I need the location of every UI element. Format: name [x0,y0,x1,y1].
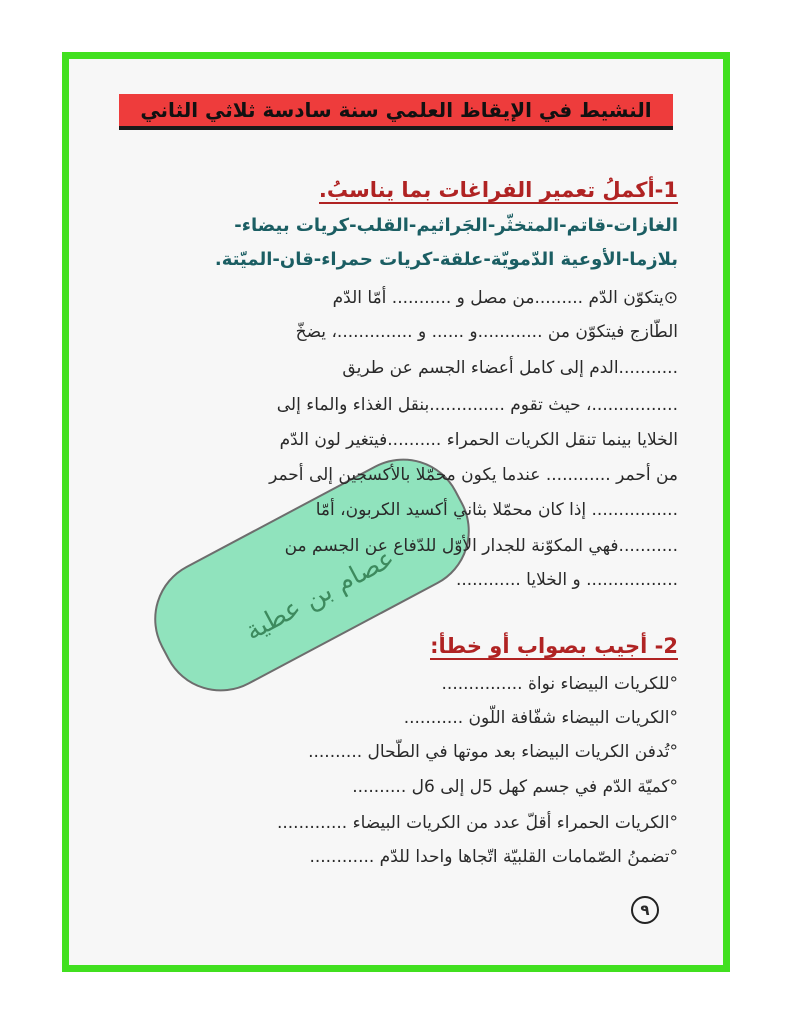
fill-line-7: ................ إذا كان محمّلا بثاني أكسيد الكربون، أمّا [315,500,678,520]
fill-line-6: من أحمر ............ عندما يكون محمّلا بالأكسجين إلى أحمر [269,465,678,485]
fill-line-4: ................، حيث تقوم ..............بنقل الغذاء والماء إلى [276,395,678,415]
page-number: ٩ [631,896,659,924]
tf-item-4: °كميّة الدّم في جسم كهل 5ل إلى 6ل .......... [352,777,678,797]
tf-item-2: °الكريات البيضاء شفّافة اللّون ........... [403,708,678,728]
section1-heading-wrap [319,176,678,206]
fill-line-8: ...........فهي المكوّنة للجدار الأوّل للدّفاع عن الجسم من [284,536,678,556]
tf-item-6: °تضمنُ الصّمامات القلبيّة اتّجاها واحدا للدّم ............ [309,847,678,867]
fill-line-3: ...........الدم إلى كامل أعضاء الجسم عن طريق [342,358,678,378]
fill-line-9: ................. و الخلايا ............ [455,570,678,590]
section2-heading: 2- أجيب بصواب أو خطأ: [430,634,678,658]
tf-item-3: °تُدفن الكريات البيضاء بعد موتها في الطّحال .......... [308,742,678,762]
fill-line-1: ⊙يتكوّن الدّم .........من مصل و ........... أمّا الدّم [332,288,678,308]
section1-heading: 1-أكملُ تعمير الفراغات بما يناسبُ. [318,178,678,202]
fill-line-5: الخلايا بينما تنقل الكريات الحمراء ..........فيتغير لون الدّم [279,430,678,450]
tf-item-1: °للكريات البيضاء نواة ............... [441,674,678,694]
page-title: النشيط في الإيقاظ العلمي سنة سادسة ثلاثي الثاني [119,94,673,130]
word-bank-line-2: بلازما-الأوعية الدّمويّة-علقة-كريات حمراء-قان-الميّتة. [214,249,678,270]
word-bank-line-1: الغازات-قاتم-المتخثّر-الجَراثيم-القلب-كريات بيضاء- [234,215,678,236]
fill-line-2: الطّازج فيتكوّن من ............و ...... و ..............، يضخّ [295,322,678,342]
watermark-text: عصام بن عطية [240,543,400,647]
tf-item-5: °الكريات الحمراء أقلّ عدد من الكريات البيضاء ............. [276,813,678,833]
section2-heading-wrap [430,632,678,662]
